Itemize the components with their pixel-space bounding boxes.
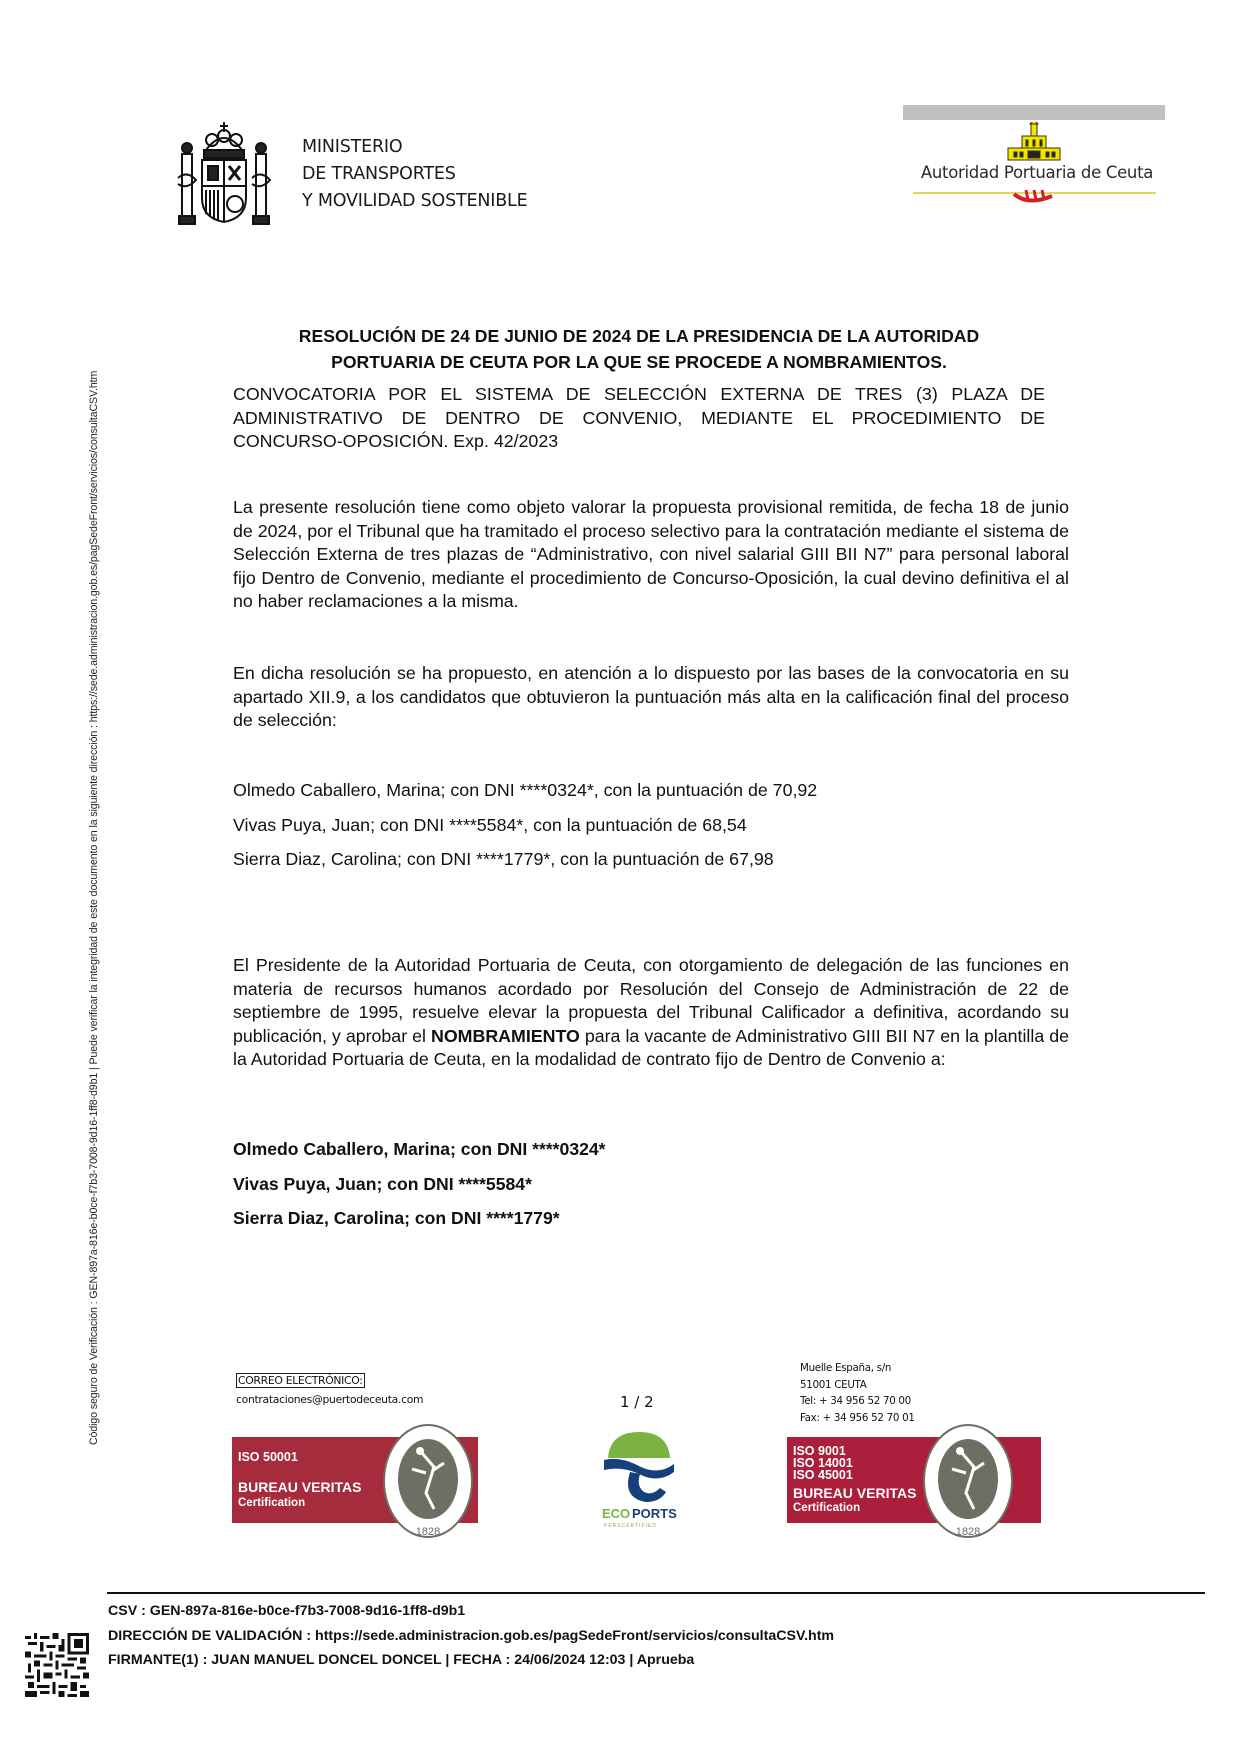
page-number: 1 / 2	[620, 1393, 654, 1411]
certifier-name: BUREAU VERITAS	[238, 1479, 362, 1495]
ecoports-eco: ECO	[602, 1506, 631, 1521]
address-line: Tel: + 34 956 52 70 00	[800, 1395, 911, 1407]
resolution-title	[233, 323, 1045, 375]
port-building-icon	[1006, 122, 1062, 162]
ministry-line: DE TRANSPORTES	[302, 164, 456, 184]
appointee-line: Sierra Diaz, Carolina; con DNI ****1779*	[233, 1208, 560, 1228]
ecoports-tagline: PERSCERTIFIED	[604, 1523, 657, 1528]
paragraph-object: La presente resolución tiene como objeto valorar la propuesta provisional remitida, de fecha 18 de junio de 2024, por el Tribunal que ha tramitado el proceso selectivo para la contratación mediante el sistema de Selección Externa de tres plazas de “Administrativo, con nivel salarial GIII BII N7” para personal laboral fijo Dentro de Convenio, mediante el procedimiento de Concurso-Oposición, la cual devino definitiva el al no haber reclamaciones a la misma.	[233, 497, 1069, 611]
ministry-line: Y MOVILIDAD SOSTENIBLE	[302, 191, 528, 211]
bureau-veritas-seal-icon	[382, 1423, 474, 1539]
bureau-veritas-seal-icon	[922, 1423, 1014, 1539]
address-line: 51001 CEUTA	[800, 1378, 867, 1391]
appointment-keyword: NOMBRAMIENTO	[431, 1025, 580, 1046]
certifier-name: BUREAU VERITAS	[793, 1485, 917, 1501]
port-authority-name: Autoridad Portuaria de Ceuta	[920, 163, 1154, 182]
csv-code: CSV : GEN-897a-816e-b0ce-f7b3-7008-9d16-1ff8-d9b1	[108, 1603, 466, 1619]
ministry-name	[302, 134, 527, 215]
candidate-score-line: Olmedo Caballero, Marina; con DNI ****0324*, con la puntuación de 70,92	[233, 780, 818, 800]
seal-year: 1828	[415, 1526, 441, 1538]
signer-info: FIRMANTE(1) : JUAN MANUEL DONCEL DONCEL | FECHA : 24/06/2024 12:03 | Aprueba	[108, 1652, 695, 1668]
iso-label: ISO 45001	[793, 1468, 853, 1482]
email-label: CORREO ELECTRÓNICO:	[238, 1374, 363, 1387]
candidate-score-line: Vivas Puya, Juan; con DNI ****5584*, con la puntuación de 68,54	[233, 815, 747, 835]
postal-address	[800, 1360, 915, 1426]
appointee-line: Olmedo Caballero, Marina; con DNI ****0324*	[233, 1139, 606, 1159]
validation-address: DIRECCIÓN DE VALIDACIÓN : https://sede.administracion.gob.es/pagSedeFront/servicios/consultaCSV.htm	[108, 1628, 835, 1644]
title-line: RESOLUCIÓN DE 24 DE JUNIO DE 2024 DE LA PRESIDENCIA DE LA AUTORIDAD	[298, 326, 980, 346]
iso-label: ISO 14001	[793, 1456, 853, 1470]
certification-label: Certification	[238, 1497, 306, 1509]
side-verification-text: Código seguro de Verificación : GEN-897a-816e-b0ce-f7b3-7008-9d16-1ff8-d9b1 | Puede verificar la integridad de este documento en la siguiente dirección : https://sede.administracion.gob.es/pagSedeFront/servicios/consultaCSV.htm	[88, 370, 100, 1445]
iso-label: ISO 9001	[793, 1444, 846, 1458]
ecoports-ports: PORTS	[632, 1506, 677, 1521]
ministry-line: MINISTERIO	[302, 137, 403, 157]
spain-coat-of-arms-icon	[176, 118, 272, 228]
iso-label: ISO 50001	[238, 1450, 298, 1464]
qr-code-icon	[25, 1633, 89, 1697]
port-wave-mark-icon	[1010, 188, 1056, 208]
title-line: PORTUARIA DE CEUTA POR LA QUE SE PROCEDE A NOMBRAMIENTOS.	[331, 352, 947, 372]
paragraph-appointment-text: El Presidente de la Autoridad Portuaria de Ceuta, con otorgamiento de delegación de las funciones en materia de recursos humanos acordado por Resolución del Consejo de Administración de 22 de septiembre de 1995, resuelve elevar la propuesta del Tribunal Calificador a definitiva, acordando su publicación, y aprobar el	[233, 955, 1069, 1046]
ecoports-logo-icon	[600, 1428, 678, 1528]
header-gray-bar	[903, 105, 1165, 120]
address-line: Fax: + 34 956 52 70 01	[800, 1411, 915, 1424]
candidate-score-line: Sierra Diaz, Carolina; con DNI ****1779*, con la puntuación de 67,98	[233, 849, 774, 869]
address-line: Muelle España, s/n	[800, 1362, 892, 1374]
signature-divider	[107, 1592, 1205, 1594]
paragraph-appointment-text: para la vacante de Administrativo GIII BII N7 en la plantilla de la Autoridad Portuaria de Ceuta, en la modalidad de contrato fijo de Dentro de Convenio a:	[233, 1025, 1070, 1069]
seal-year: 1828	[955, 1526, 981, 1538]
paragraph-proposal: En dicha resolución se ha propuesto, en atención a lo dispuesto por las bases de la convocatoria en su apartado XII.9, a los candidatos que obtuvieron la puntuación más alta en la calificación final del proceso de selección:	[233, 663, 1069, 730]
contact-email: contrataciones@puertodeceuta.com	[236, 1393, 424, 1406]
certification-label: Certification	[793, 1502, 861, 1514]
appointee-line: Vivas Puya, Juan; con DNI ****5584*	[233, 1174, 532, 1194]
paragraph-appointment	[233, 954, 1069, 1072]
convocatoria-heading: CONVOCATORIA POR EL SISTEMA DE SELECCIÓN EXTERNA DE TRES (3) PLAZA DE ADMINISTRATIVO DE DENTRO DE CONVENIO, MEDIANTE EL PROCEDIMIENTO DE CONCURSO-OPOSICIÓN. Exp. 42/2023	[233, 384, 1045, 451]
